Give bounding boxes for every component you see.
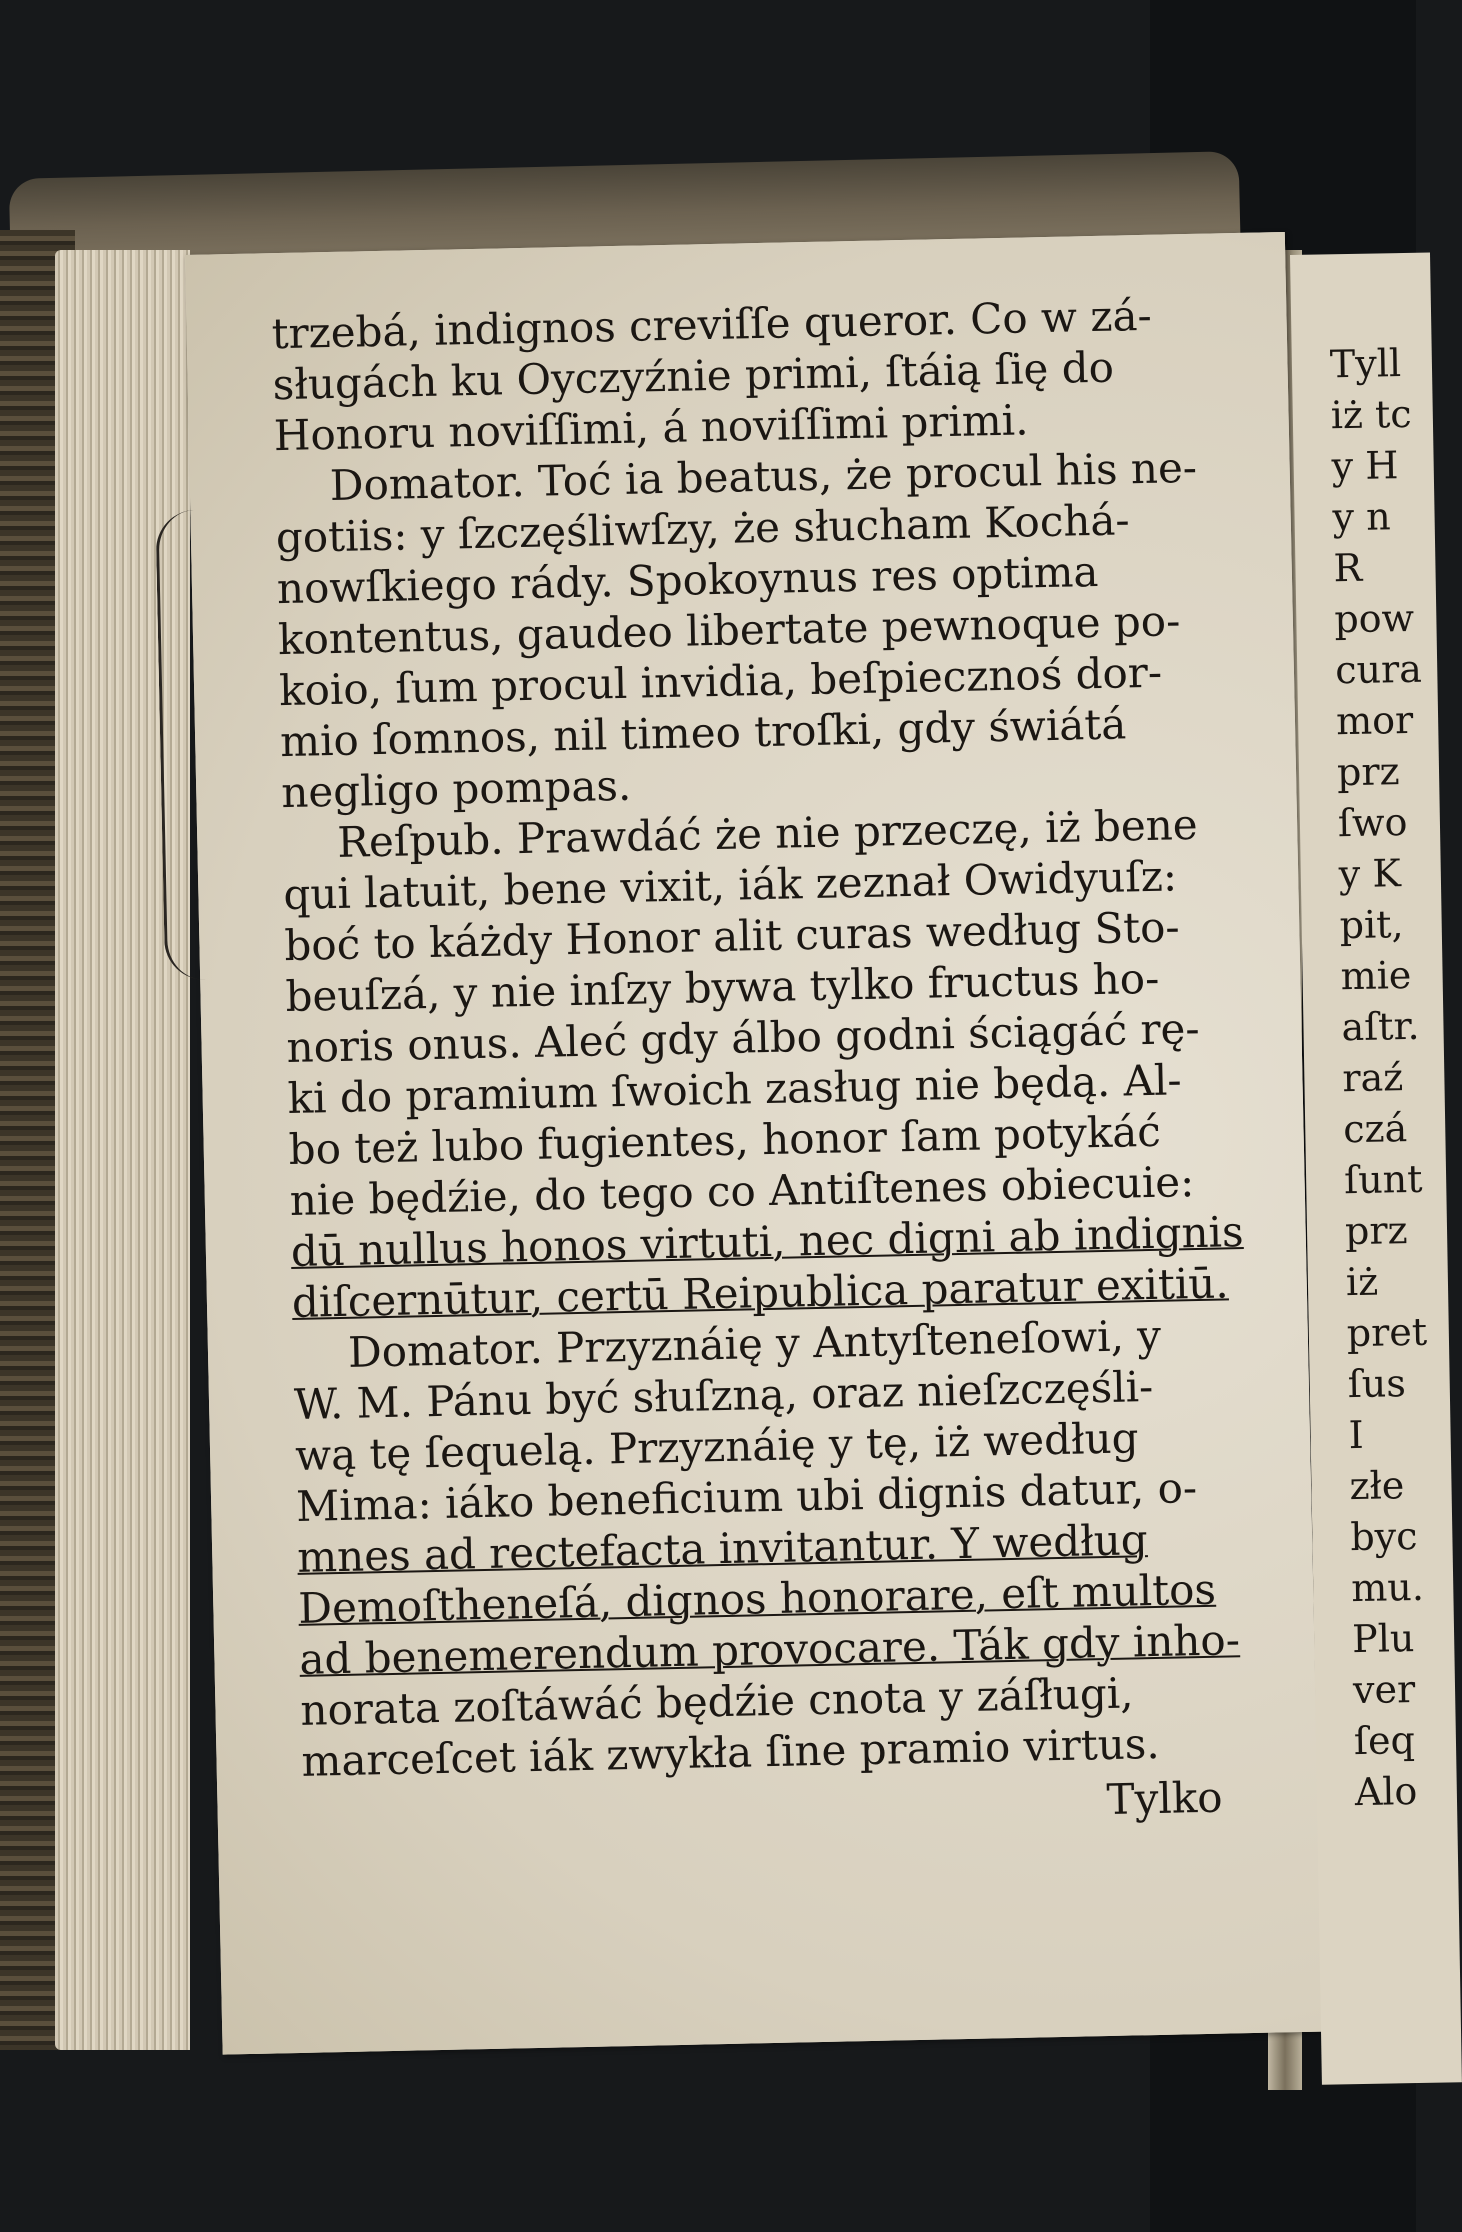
text-line: wą tę ſequelą. Przyznáię y tę, iż według (294, 1413, 1140, 1480)
text-line: dū nullus honos virtuti, nec digni ab indignis (290, 1207, 1244, 1276)
fragment-line: y H (1331, 443, 1399, 489)
text-line: Mima: iáko beneficium ubi dignis datur, o- (295, 1463, 1198, 1531)
fragment-line: ſeq (1353, 1718, 1416, 1764)
fragment-line: pit, (1339, 902, 1404, 948)
text-line: ki do pramium ſwoich zasług nie będą. Al- (287, 1055, 1183, 1124)
text-line: qui latuit, bene vixit, iák zeznał Owidyuſz: (282, 851, 1178, 920)
fragment-line: ſunt (1343, 1156, 1423, 1203)
fragment-line: mu. (1350, 1564, 1425, 1611)
text-line: negligo pompas. (280, 760, 632, 818)
text-line: Domator. Przyznáię y Antyſteneſowi, y (347, 1310, 1162, 1377)
catchword: Tylko (1106, 1772, 1224, 1825)
fragment-line: Alo (1354, 1769, 1418, 1815)
fragment-line: y n (1332, 494, 1391, 540)
text-line: nie będźie, do tego co Antiſtenes obiecuie: (289, 1157, 1195, 1226)
fragment-line: aſtr. (1341, 1003, 1420, 1050)
text-line: gotiis: y ſzczęśliwſzy, że słucham Kochá- (275, 495, 1131, 563)
fragment-line: czá (1342, 1106, 1408, 1152)
handwritten-margin-bracket (155, 509, 228, 980)
text-line: Domator. Toć ia beatus, że procul his ne- (329, 442, 1198, 511)
fragment-line: I (1348, 1412, 1365, 1458)
text-line: Honoru noviſſimi, á noviſſimi primi. (273, 395, 1029, 461)
text-line: boć to káżdy Honor alit curas według Sto- (283, 902, 1181, 971)
fragment-line: raź (1341, 1055, 1404, 1101)
text-line: mnes ad rectefacta invitantur. Y według (296, 1515, 1149, 1582)
fragment-line: R (1333, 545, 1363, 591)
text-line: mio ſomnos, nil timeo troſki, gdy świátá (279, 699, 1127, 767)
text-line: diſcernūtur, certū Reipublica paratur exitiū. (291, 1258, 1230, 1327)
fragment-line: ſus (1347, 1361, 1407, 1407)
text-line: bo też lubo fugientes, honor ſam potykáć (288, 1106, 1162, 1175)
fragment-line: ſwo (1337, 800, 1408, 846)
fragment-line: y K (1338, 851, 1402, 897)
fragment-line: mor (1335, 697, 1414, 744)
text-line: nowſkiego rády. Spokoynus res optima (276, 546, 1099, 614)
fragment-line: prz (1344, 1208, 1408, 1254)
fragment-line: Tyll (1329, 341, 1402, 387)
text-line: trzebá, indignos creviſſe queror. Co w zá- (271, 290, 1153, 359)
text-line: beuſzá, y nie inſzy bywa tylko fructus ho- (285, 953, 1160, 1022)
text-line: marceſcet iák zwykła ſine pramio virtus. (301, 1718, 1161, 1786)
fragment-line: Plu (1351, 1616, 1415, 1662)
fragment-line: pret (1346, 1309, 1428, 1356)
fragment-line: cura (1334, 646, 1423, 693)
text-line: norata zoſtáwáć będźie cnota y záſługi, (299, 1668, 1134, 1735)
text-line: W. M. Pánu być słuſzną, oraz nieſzczęśli- (293, 1361, 1154, 1429)
fragment-line: iż tc (1330, 391, 1412, 438)
text-line: koio, ſum procul invidia, beſpiecznoś dor- (278, 647, 1163, 716)
fragment-line: prz (1336, 749, 1400, 795)
left-page (185, 232, 1322, 2055)
fragment-line: mie (1340, 952, 1412, 999)
text-line: noris onus. Aleć gdy álbo godni ściągáć rę- (286, 1003, 1201, 1073)
fragment-line: iż (1345, 1259, 1379, 1305)
left-page-text (271, 289, 1243, 1842)
fragment-line: ver (1352, 1667, 1416, 1713)
text-line: Demoſtheneſá, dignos honorare, eſt multos (297, 1564, 1217, 1633)
text-line: kontentus, gaudeo libertate pewnoque po- (277, 596, 1181, 665)
text-line: ad benemerendum provocare. Ták gdy inho- (298, 1615, 1241, 1684)
text-line: sługách ku Oyczyźnie primi, ſtáią ſię do (272, 342, 1115, 410)
text-line: Reſpub. Prawdáć że nie przeczę, iż bene (336, 799, 1199, 867)
right-page-text (1290, 253, 1457, 1819)
fragment-line: pow (1333, 595, 1415, 642)
fragment-line: byc (1350, 1513, 1418, 1560)
fragment-line: złe (1349, 1463, 1405, 1509)
